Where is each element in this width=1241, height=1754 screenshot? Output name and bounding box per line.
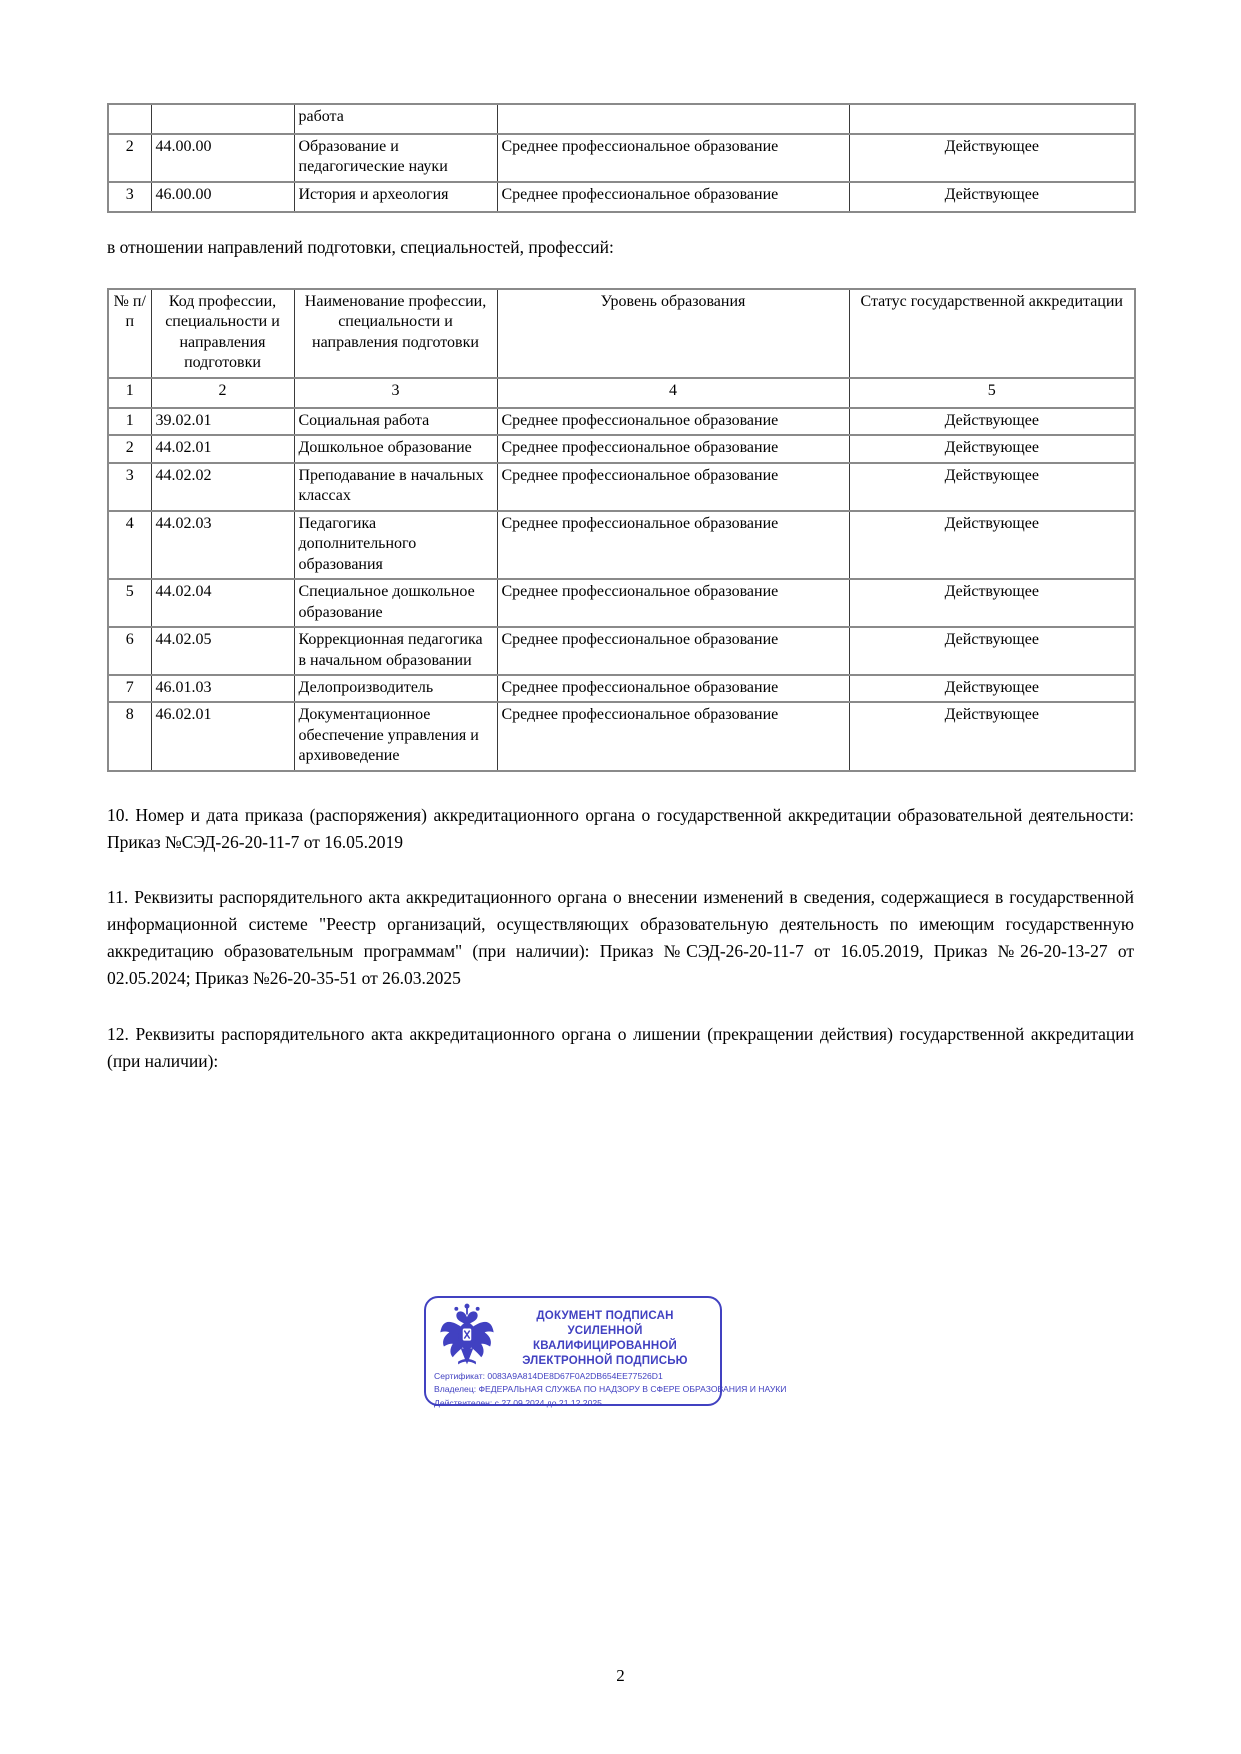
cell-level xyxy=(497,104,849,134)
table-header-row xyxy=(108,289,1135,378)
cell-code: 44.00.00 xyxy=(151,134,294,182)
cell-num: 2 xyxy=(108,435,151,462)
cell-colnum: 4 xyxy=(497,378,849,408)
cell-name: Педагогика дополнительного образования xyxy=(294,511,497,579)
cell-level: Среднее профессиональное образование xyxy=(497,511,849,579)
cell-num: 8 xyxy=(108,702,151,770)
table-row xyxy=(108,627,1135,675)
table-row xyxy=(108,579,1135,627)
paragraph-12: 12. Реквизиты распорядительного акта аккредитационного органа о лишении (прекращении действия) государственной аккредитации (при наличии): xyxy=(107,1023,1134,1071)
cell-status xyxy=(849,104,1135,134)
paragraph-11: 11. Реквизиты распорядительного акта аккредитационного органа о внесении изменений в сведения, содержащиеся в государственной информационной системе "Реестр организаций, осуществляющих образовательную деятельность по имеющим государственную аккредитацию образовательным программам" (при наличии): Приказ №СЭД-26-20-11-7 от 16.05.2019, Приказ №26-20-13-27 от 02.05.2024; Приказ №26-20-35-51 от 26.03.2025 xyxy=(107,887,1134,989)
specialties-table xyxy=(107,288,1136,772)
table-row xyxy=(108,511,1135,579)
cell-colnum: 3 xyxy=(294,378,497,408)
cell-num: 2 xyxy=(108,134,151,182)
table-row xyxy=(108,463,1135,511)
cell-status: Действующее xyxy=(849,675,1135,702)
column-number-row xyxy=(108,378,1135,408)
cell-name: Специальное дошкольное образование xyxy=(294,579,497,627)
cell-level: Среднее профессиональное образование xyxy=(497,463,849,511)
stamp-title xyxy=(498,1303,712,1369)
cell-level: Среднее профессиональное образование xyxy=(497,627,849,675)
cell-num: 1 xyxy=(108,408,151,435)
cell-name: работа xyxy=(294,104,497,134)
cell-code: 39.02.01 xyxy=(151,408,294,435)
cell-name: Социальная работа xyxy=(294,408,497,435)
cell-colnum: 1 xyxy=(108,378,151,408)
stamp-title-line3: ЭЛЕКТРОННОЙ ПОДПИСЬЮ xyxy=(522,1354,688,1367)
cell-code: 44.02.02 xyxy=(151,463,294,511)
table-row xyxy=(108,702,1135,770)
cell-code: 44.02.04 xyxy=(151,579,294,627)
cell-name: Делопроизводитель xyxy=(294,675,497,702)
digital-signature-stamp xyxy=(424,1296,787,1408)
cell-code: 44.02.01 xyxy=(151,435,294,462)
cell-status: Действующее xyxy=(849,435,1135,462)
table-row xyxy=(108,408,1135,435)
table-row xyxy=(108,134,1135,182)
cell-status: Действующее xyxy=(849,579,1135,627)
cell-status: Действующее xyxy=(849,408,1135,435)
table-row xyxy=(108,182,1135,212)
cell-num xyxy=(108,104,151,134)
cell-level: Среднее профессиональное образование xyxy=(497,435,849,462)
intro-text: в отношении направлений подготовки, специальностей, профессий: xyxy=(107,236,614,257)
cell-level: Среднее профессиональное образование xyxy=(497,702,849,770)
table-continuation xyxy=(107,103,1136,213)
table-row xyxy=(108,675,1135,702)
cell-colnum: 2 xyxy=(151,378,294,408)
page-number: 2 xyxy=(616,1666,625,1685)
cell-level: Среднее профессиональное образование xyxy=(497,182,849,212)
stamp-owner: Владелец: ФЕДЕРАЛЬНАЯ СЛУЖБА ПО НАДЗОРУ В СФЕРЕ ОБРАЗОВАНИЯ И НАУКИ xyxy=(434,1384,787,1395)
cell-status: Действующее xyxy=(849,627,1135,675)
cell-status: Действующее xyxy=(849,134,1135,182)
stamp-certificate: Сертификат: 0083A9A814DE8D67F0A2DB654EE77526D1 xyxy=(434,1370,663,1381)
cell-level: Среднее профессиональное образование xyxy=(497,408,849,435)
cell-status: Действующее xyxy=(849,463,1135,511)
cell-name: Дошкольное образование xyxy=(294,435,497,462)
cell-num: 7 xyxy=(108,675,151,702)
cell-code: 46.02.01 xyxy=(151,702,294,770)
cell-code xyxy=(151,104,294,134)
cell-colnum: 5 xyxy=(849,378,1135,408)
cell-code: 44.02.05 xyxy=(151,627,294,675)
cell-level: Среднее профессиональное образование xyxy=(497,675,849,702)
cell-name: Образование и педагогические науки xyxy=(294,134,497,182)
cell-name: Документационное обеспечение управления и архивоведение xyxy=(294,702,497,770)
cell-level: Среднее профессиональное образование xyxy=(497,134,849,182)
header-code: Код профессии, специальности и направления подготовки xyxy=(151,289,294,378)
table-row xyxy=(108,435,1135,462)
cell-status: Действующее xyxy=(849,511,1135,579)
header-status: Статус государственной аккредитации xyxy=(849,289,1135,378)
header-level: Уровень образования xyxy=(497,289,849,378)
cell-name: История и археология xyxy=(294,182,497,212)
cell-status: Действующее xyxy=(849,182,1135,212)
stamp-top-row xyxy=(434,1303,712,1369)
header-name: Наименование профессии, специальности и направления подготовки xyxy=(294,289,497,378)
stamp-title-line1: ДОКУМЕНТ ПОДПИСАН xyxy=(536,1310,674,1322)
cell-status: Действующее xyxy=(849,702,1135,770)
stamp-validity: Действителен: с 27.09.2024 до 21.12.2025 xyxy=(434,1397,602,1408)
header-num: № п/п xyxy=(108,289,151,378)
cell-num: 6 xyxy=(108,627,151,675)
cell-num: 5 xyxy=(108,579,151,627)
cell-level: Среднее профессиональное образование xyxy=(497,579,849,627)
coat-of-arms-icon xyxy=(436,1303,498,1367)
cell-code: 46.00.00 xyxy=(151,182,294,212)
cell-code: 44.02.03 xyxy=(151,511,294,579)
cell-name: Преподавание в начальных классах xyxy=(294,463,497,511)
cell-num: 3 xyxy=(108,182,151,212)
paragraph-10: 10. Номер и дата приказа (распоряжения) аккредитационного органа о государственной аккредитации образовательной деятельности: Приказ №СЭД-26-20-11-7 от 16.05.2019 xyxy=(107,804,1134,852)
cell-num: 4 xyxy=(108,511,151,579)
table-row xyxy=(108,104,1135,134)
cell-code: 46.01.03 xyxy=(151,675,294,702)
cell-name: Коррекционная педагогика в начальном образовании xyxy=(294,627,497,675)
stamp-title-line2: УСИЛЕННОЙ КВАЛИФИЦИРОВАННОЙ xyxy=(533,1324,677,1352)
cell-num: 3 xyxy=(108,463,151,511)
